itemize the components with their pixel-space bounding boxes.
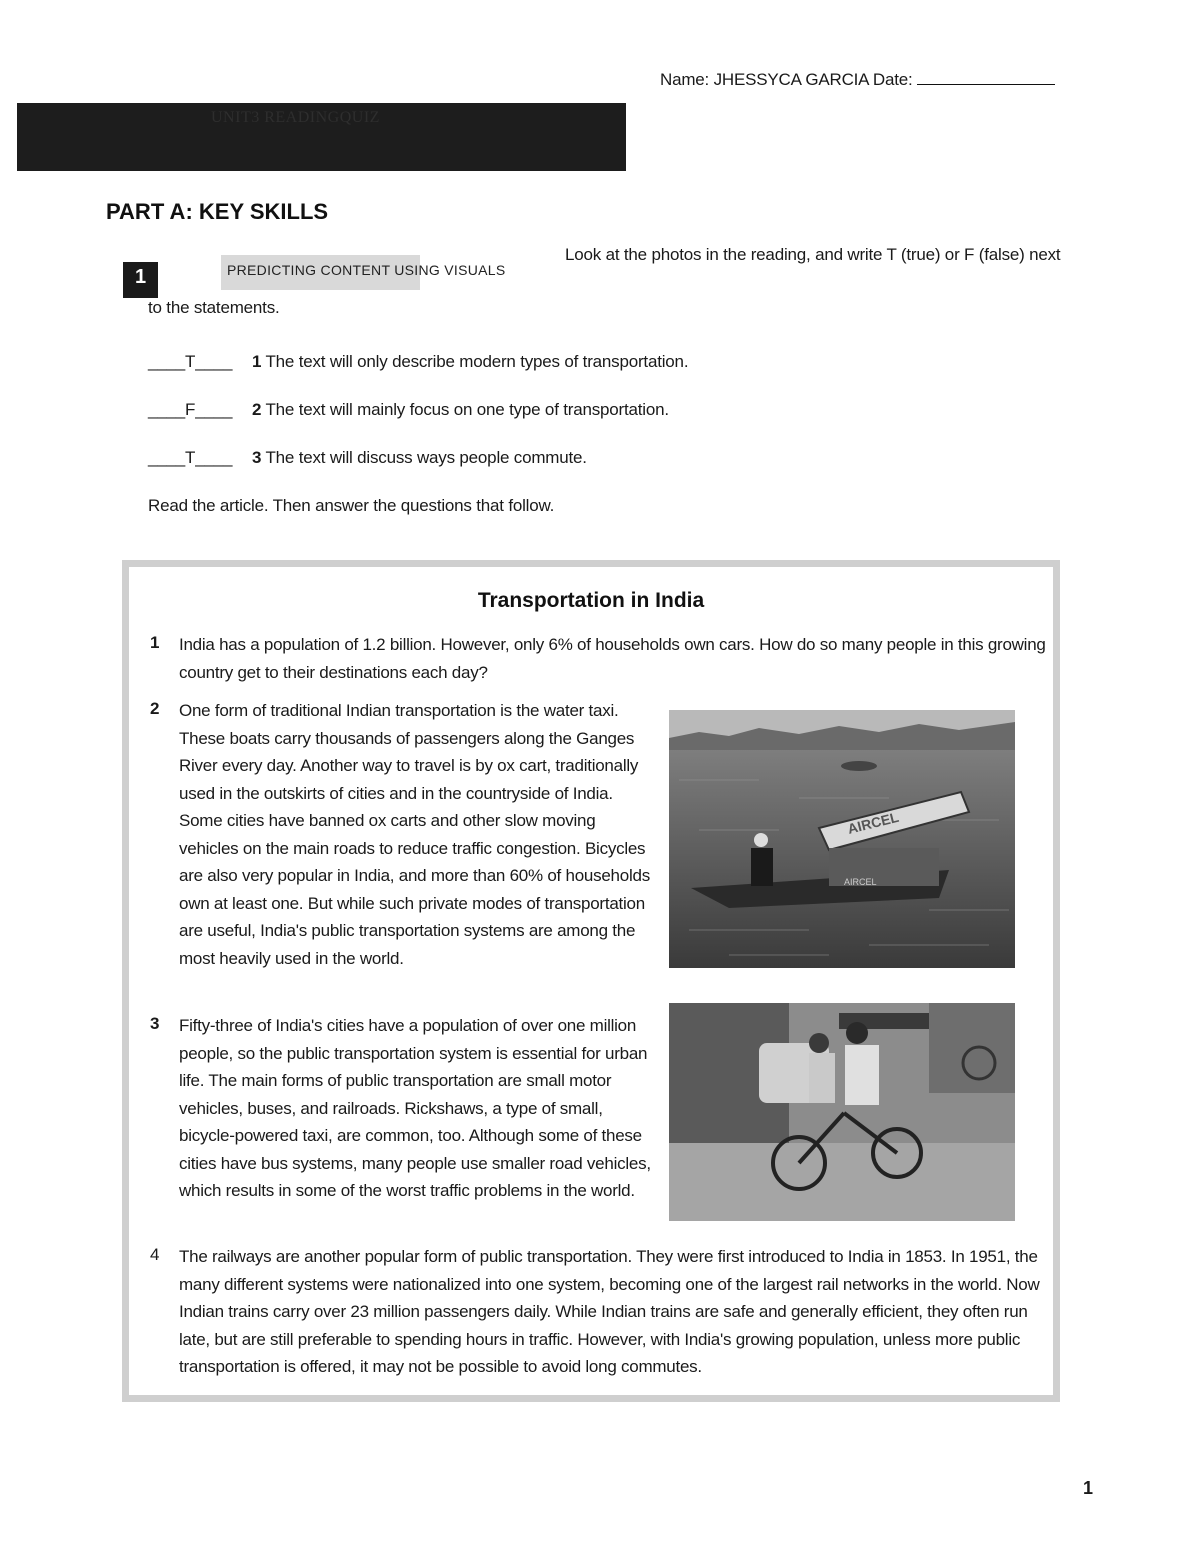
paragraph-1: India has a population of 1.2 billion. However, only 6% of households own cars. How do so many people in this growing country get to their destinations each day?: [179, 635, 1046, 682]
boat-side-label: AIRCEL: [844, 877, 877, 887]
statement-number: 1: [252, 352, 262, 371]
paragraph-2: One form of traditional Indian transportation is the water taxi. These boats carry thousands of passengers along the Ganges River every day. Another way to travel is by ox cart, traditionally used in the outskirts of cities and in the countryside of India. Some cities have banned ox carts and other slow moving vehicles on the main roads to reduce traffic congestion. Bicycles are also very popular in India, and more than 60% of households own at least one. But while such private modes of transportation are useful, India's public transportation systems are among the most heavily used in the world.: [179, 701, 650, 968]
paragraph-number: 3: [150, 1014, 160, 1033]
paragraph-4: The railways are another popular form of public transportation. They were first introduced to India in 1853. In 1951, the many different systems were nationalized into one system, becoming one of the largest rail networks in the world. Now Indian trains carry over 23 million passengers daily. While Indian trains are safe and generally efficient, they often run late, but are still preferable to spending hours in traffic. However, with India's growing population, unless more public transportation is offered, it may not be possible to avoid long commutes.: [179, 1247, 1040, 1376]
statement-1: [148, 352, 688, 372]
skill-tag-label: PREDICTING CONTENT USING VISUALS: [227, 262, 506, 278]
banner-title: UNIT3 READINGQUIZ: [211, 109, 380, 126]
statement-2: [148, 400, 669, 420]
instruction-text: Look at the photos in the reading, and write T (true) or F (false) next: [565, 245, 1061, 264]
boat-canopy-sign: AIRCEL: [845, 808, 901, 837]
statement-number: 2: [252, 400, 262, 419]
article-box: [122, 560, 1060, 1402]
rickshaw-photo: [669, 1003, 1015, 1221]
paragraph-number: 1: [150, 633, 160, 652]
exercise-number-badge: 1: [123, 262, 158, 298]
statement-text: The text will discuss ways people commute.: [265, 448, 587, 467]
answer-blank[interactable]: ____T____: [148, 448, 233, 467]
name-label: Name: JHESSYCA GARCIA Date:: [660, 70, 913, 89]
statement-text: The text will only describe modern types of transportation.: [265, 352, 689, 371]
statement-number: 3: [252, 448, 262, 467]
rickshaw-illustration: [669, 1003, 1015, 1221]
answer-blank[interactable]: ____F____: [148, 400, 233, 419]
paragraph-number: 4: [150, 1245, 160, 1264]
paragraph-3: Fifty-three of India's cities have a population of over one million people, so the public transportation system is essential for urban life. The main forms of public transportation are small motor vehicles, buses, and railroads. Rickshaws, a type of small, bicycle-powered taxi, are common, too. Although some of these cities have bus systems, many people use smaller road vehicles, which results in some of the worst traffic problems in the world.: [179, 1016, 651, 1200]
name-date-line: [660, 70, 1055, 90]
date-blank[interactable]: [917, 70, 1055, 85]
unit-banner: [17, 103, 626, 171]
page-number: 1: [1083, 1478, 1094, 1498]
part-a-title: PART A: KEY SKILLS: [106, 199, 329, 224]
water-taxi-illustration: [669, 710, 1015, 968]
answer-blank[interactable]: ____T____: [148, 352, 233, 371]
instruction-text-continued: to the statements.: [148, 298, 280, 317]
statement-text: The text will mainly focus on one type of transportation.: [265, 400, 669, 419]
water-taxi-photo: [669, 710, 1015, 968]
paragraph-number: 2: [150, 699, 160, 718]
statement-3: [148, 448, 587, 468]
article-title: Transportation in India: [477, 589, 705, 612]
read-instruction: Read the article. Then answer the questions that follow.: [148, 496, 555, 515]
